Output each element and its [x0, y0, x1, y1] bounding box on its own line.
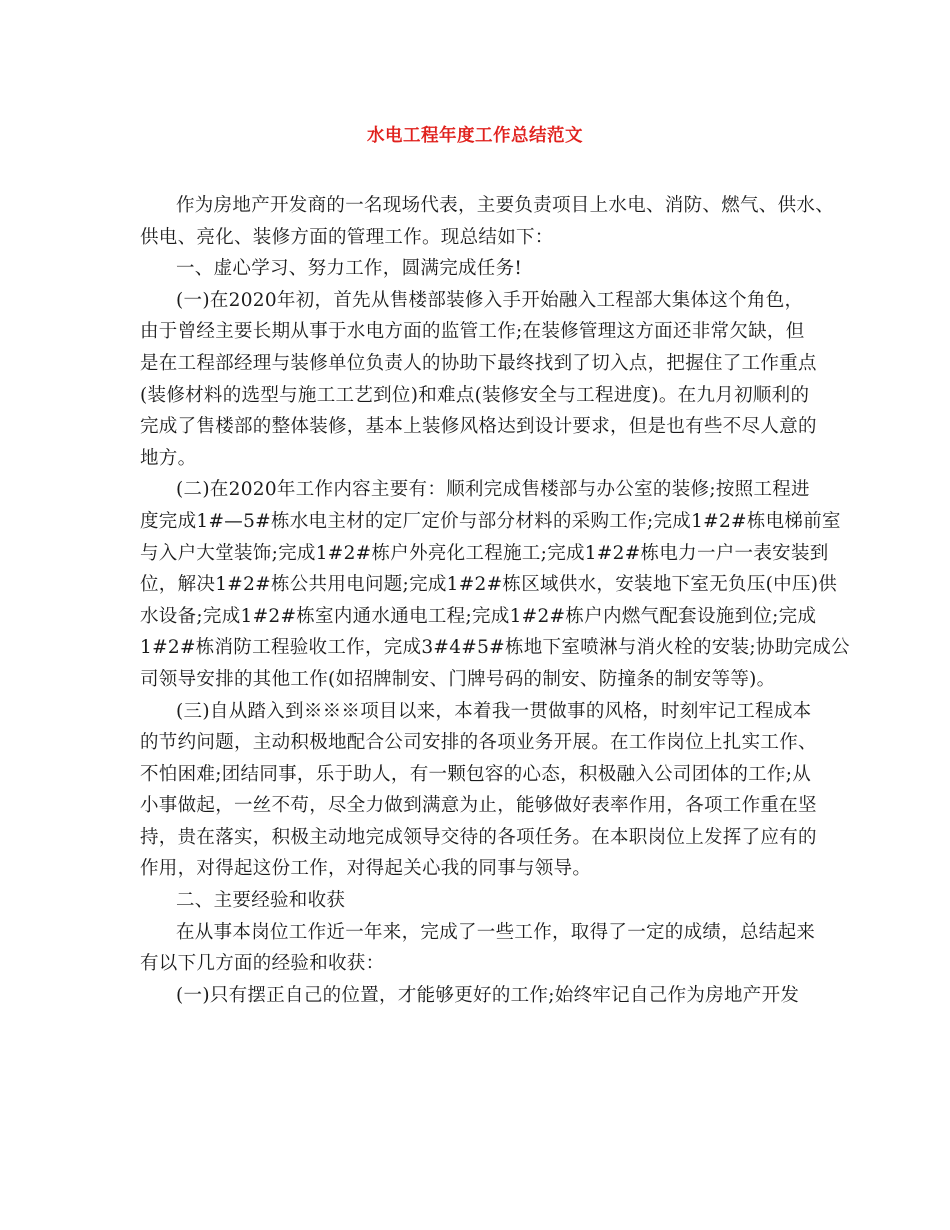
text-line: 二、主要经验和收获: [176, 890, 346, 912]
text-line: 是在工程部经理与装修单位负责人的协助下最终找到了切入点，把握住了工作重点: [140, 352, 817, 374]
text-line: (装修材料的选型与施工工艺到位)和难点(装修安全与工程进度)。在九月初顺利的: [140, 384, 810, 406]
text-line: 度完成1#—5#栋水电主材的定厂定价与部分材料的采购工作;完成1#2#栋电梯前室: [140, 510, 841, 532]
text-line: 与入户大堂装饰;完成1#2#栋户外亮化工程施工;完成1#2#栋电力一户一表安装到: [140, 542, 829, 564]
text-line: 在从事本岗位工作近一年来，完成了一些工作，取得了一定的成绩，总结起来: [176, 921, 816, 943]
text-line: 的节约问题，主动积极地配合公司安排的各项业务开展。在工作岗位上扎实工作、: [140, 732, 817, 754]
text-line: 持，贵在落实，积极主动地完成领导交待的各项任务。在本职岗位上发挥了应有的: [140, 826, 817, 848]
text-line: (一)只有摆正自己的位置，才能够更好的工作;始终牢记自己作为房地产开发: [176, 984, 800, 1006]
text-line: 小事做起，一丝不苟，尽全力做到满意为止，能够做好表率作用，各项工作重在坚: [140, 795, 817, 817]
text-line: 1#2#栋消防工程验收工作，完成3#4#5#栋地下室喷淋与消火栓的安装;协助完成公: [140, 637, 850, 659]
text-line: (一)在2020年初，首先从售楼部装修入手开始融入工程部大集体这个角色，: [176, 289, 804, 311]
text-line: 供电、亮化、装修方面的管理工作。现总结如下：: [140, 226, 554, 248]
text-line: 位，解决1#2#栋公共用电问题;完成1#2#栋区域供水，安装地下室无负压(中压)供: [140, 574, 838, 596]
text-line: 由于曾经主要长期从事于水电方面的监管工作;在装修管理这方面还非常欠缺，但: [140, 321, 805, 343]
text-line: 水设备;完成1#2#栋室内通水通电工程;完成1#2#栋户内燃气配套设施到位;完成: [140, 605, 817, 627]
text-line: 完成了售楼部的整体装修，基本上装修风格达到设计要求，但是也有些不尽人意的: [140, 416, 817, 438]
text-line: 有以下几方面的经验和收获：: [140, 953, 385, 975]
text-line: (二)在2020年工作内容主要有：顺利完成售楼部与办公室的装修;按照工程进: [176, 479, 810, 501]
text-line: 地方。: [140, 447, 197, 469]
text-line: 不怕困难;团结同事，乐于助人，有一颗包容的心态，积极融入公司团体的工作;从: [140, 763, 812, 785]
text-line: 作用，对得起这份工作，对得起关心我的同事与领导。: [140, 858, 592, 880]
document-body: [140, 190, 850, 1011]
document-title: 水电工程年度工作总结范文: [367, 126, 583, 146]
text-line: 作为房地产开发商的一名现场代表，主要负责项目上水电、消防、燃气、供水、: [176, 195, 835, 216]
text-line: (三)自从踏入到※※※项目以来，本着我一贯做事的风格，时刻牢记工程成本: [176, 700, 812, 722]
text-line: 司领导安排的其他工作(如招牌制安、门牌号码的制安、防撞条的制安等等)。: [140, 668, 776, 690]
text-line: 一、虚心学习、努力工作，圆满完成任务!: [176, 258, 523, 280]
